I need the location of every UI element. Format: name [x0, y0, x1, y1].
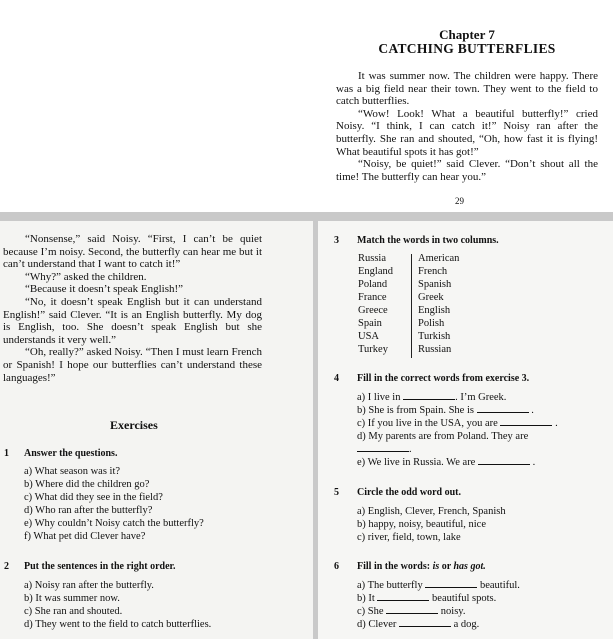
match-word: Russian — [418, 344, 452, 355]
list-item: a) I live in . I’m Greek. — [357, 392, 507, 403]
answer-blank[interactable] — [399, 618, 451, 627]
story-paragraph: “No, it doesn’t speak English but it can understand English!” said Clever. “It is an English butterfly. My dog is English, too. She doesn’t speak English but she understands it very well.” — [3, 295, 262, 346]
list-item: c) What did they see in the field? — [24, 492, 163, 503]
answer-blank[interactable] — [425, 579, 477, 588]
match-word: France — [358, 292, 387, 303]
list-item: d) They went to the field to catch butterflies. — [24, 619, 212, 630]
list-item: a) The butterfly beautiful. — [357, 580, 520, 591]
match-word: American — [418, 253, 460, 264]
exercises-heading: Exercises — [110, 418, 158, 432]
list-item: c) She ran and shouted. — [24, 606, 123, 617]
match-word: USA — [358, 331, 380, 342]
list-item: f) What pet did Clever have? — [24, 531, 146, 542]
exercise-4-number: 4 — [334, 373, 339, 384]
answer-blank[interactable] — [403, 391, 455, 400]
list-item: d) My parents are from Poland. They are . — [357, 431, 529, 455]
match-word: English — [418, 305, 451, 316]
exercise-2-title: Put the sentences in the right order. — [24, 561, 176, 572]
page-number: 29 — [455, 196, 464, 206]
story-paragraph: “Wow! Look! What a beautiful butterfly!” cried Noisy. “I think, I can catch it!” Noisy ran after the butterfly. She ran and shouted, “Oh, how fast it is flying! What beautiful spots it has got!” — [336, 107, 598, 158]
countries-column — [358, 252, 412, 356]
list-item: b) It beautiful spots. — [357, 593, 497, 604]
story-paragraph: “Why?” asked the children. — [25, 270, 147, 283]
answer-blank[interactable] — [357, 443, 409, 452]
exercise-4-list — [357, 391, 600, 469]
answer-blank[interactable] — [377, 592, 429, 601]
match-word: England — [358, 266, 393, 277]
list-item: b) Where did the children go? — [24, 479, 150, 490]
exercise-1-list — [24, 465, 204, 543]
exercise-5-title: Circle the odd word out. — [357, 487, 461, 498]
list-item: b) She is from Spain. She is . — [357, 405, 534, 416]
list-item: a) Noisy ran after the butterfly. — [24, 580, 154, 591]
exercise-1-number: 1 — [4, 448, 9, 459]
match-word: French — [418, 266, 448, 277]
story-paragraph: “Oh, really?” asked Noisy. “Then I must learn French or Spanish! I hope our butterflies can’t understand these languages!” — [3, 346, 262, 384]
exercise-2-number: 2 — [4, 561, 9, 572]
answer-blank[interactable] — [477, 404, 529, 413]
list-item: c) She noisy. — [357, 606, 466, 617]
match-word: Poland — [358, 279, 388, 290]
exercise-5-list — [357, 505, 506, 544]
nationalities-column — [418, 252, 498, 356]
list-item: d) Who ran after the butterfly? — [24, 505, 153, 516]
chapter-number: Chapter 7 — [439, 27, 495, 42]
match-word: Spanish — [418, 279, 452, 290]
exercise-5-number: 5 — [334, 487, 339, 498]
match-word: Polish — [418, 318, 445, 329]
list-item: c) river, field, town, lake — [357, 532, 461, 543]
exercise-2-list — [24, 579, 211, 631]
list-item: a) What season was it? — [24, 466, 121, 477]
list-item: e) Why couldn’t Noisy catch the butterfly? — [24, 518, 204, 529]
exercise-6-list — [357, 579, 520, 631]
exercise-1-title: Answer the questions. — [24, 448, 118, 459]
match-word: Turkish — [418, 331, 451, 342]
story-paragraph: It was summer now. The children were happy. There was a big field near their town. They went to the field to catch butterflies. — [336, 70, 598, 108]
exercise-3-number: 3 — [334, 235, 339, 246]
story-continued — [3, 233, 262, 384]
list-item: b) It was summer now. — [24, 593, 120, 604]
story-paragraph: “Because it doesn’t speak English!” — [25, 283, 184, 296]
list-item: e) We live in Russia. We are . — [357, 457, 536, 468]
match-word: Spain — [358, 318, 382, 329]
answer-blank[interactable] — [500, 417, 552, 426]
story-text — [336, 70, 598, 183]
exercise-4-title: Fill in the correct words from exercise 3. — [357, 373, 530, 384]
column-divider — [411, 254, 412, 358]
match-word: Greece — [358, 305, 388, 316]
list-item: c) If you live in the USA, you are . — [357, 418, 558, 429]
list-item: b) happy, noisy, beautiful, nice — [357, 519, 486, 530]
match-word: Greek — [418, 292, 444, 303]
story-paragraph: “Noisy, be quiet!” said Clever. “Don’t shout all the time! The butterfly can hear you.” — [336, 158, 598, 183]
blank-area — [0, 0, 322, 212]
answer-blank[interactable] — [386, 605, 438, 614]
exercise-6-number: 6 — [334, 561, 339, 572]
match-word: Russia — [358, 253, 387, 264]
chapter-title: CATCHING BUTTERFLIES — [378, 41, 556, 56]
exercise-6-title: Fill in the words: is or has got. — [357, 561, 486, 572]
answer-blank[interactable] — [478, 456, 530, 465]
exercise-3-title: Match the words in two columns. — [357, 235, 499, 246]
match-word: Turkey — [358, 344, 388, 355]
list-item: a) English, Clever, French, Spanish — [357, 506, 506, 517]
list-item: d) Clever a dog. — [357, 619, 480, 630]
story-paragraph: “Nonsense,” said Noisy. “First, I can’t be quiet because I’m noisy. Second, the butterfly can hear me but it can’t understand that I want to catch it!” — [3, 233, 262, 271]
